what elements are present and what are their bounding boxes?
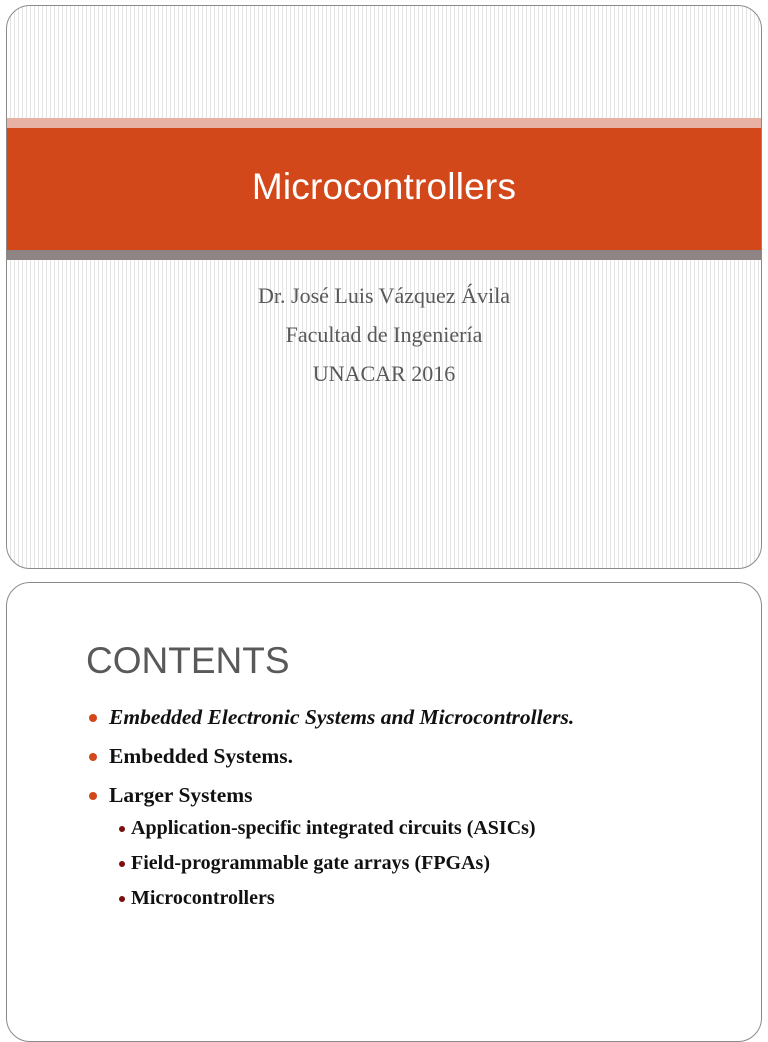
sub-list-item-text: Application-specific integrated circuits (ASICs) (131, 817, 536, 839)
title-band-bottom-stripe (7, 250, 761, 260)
bullet-icon (89, 753, 97, 761)
contents-list (7, 701, 761, 916)
bullet-icon (119, 861, 125, 867)
sub-list-item (7, 846, 761, 881)
title-slide (6, 5, 762, 569)
bullet-icon (89, 714, 97, 722)
sub-list-item (7, 881, 761, 916)
contents-heading: CONTENTS (86, 640, 290, 681)
sub-list-item-text: Microcontrollers (131, 887, 275, 909)
subtitle-block (7, 276, 761, 393)
contents-slide (6, 582, 762, 1042)
title-band-top-stripe (7, 118, 761, 128)
bullet-icon (119, 826, 125, 832)
slide-title: Microcontrollers (251, 165, 517, 207)
list-item (7, 740, 761, 772)
list-item-text: Embedded Systems. (109, 744, 293, 768)
list-item (7, 701, 761, 733)
faculty-name: Facultad de Ingeniería (285, 322, 483, 347)
sub-list-item (7, 811, 761, 846)
bullet-icon (89, 792, 97, 800)
title-band (7, 128, 761, 250)
author-name: Dr. José Luis Vázquez Ávila (258, 283, 510, 308)
institution-year: UNACAR 2016 (312, 361, 456, 386)
list-item-text: Larger Systems (109, 783, 253, 807)
bullet-icon (119, 896, 125, 902)
list-item (7, 779, 761, 811)
sub-list-item-text: Field-programmable gate arrays (FPGAs) (131, 852, 490, 874)
list-item-text: Embedded Electronic Systems and Microcontrollers. (109, 705, 575, 729)
